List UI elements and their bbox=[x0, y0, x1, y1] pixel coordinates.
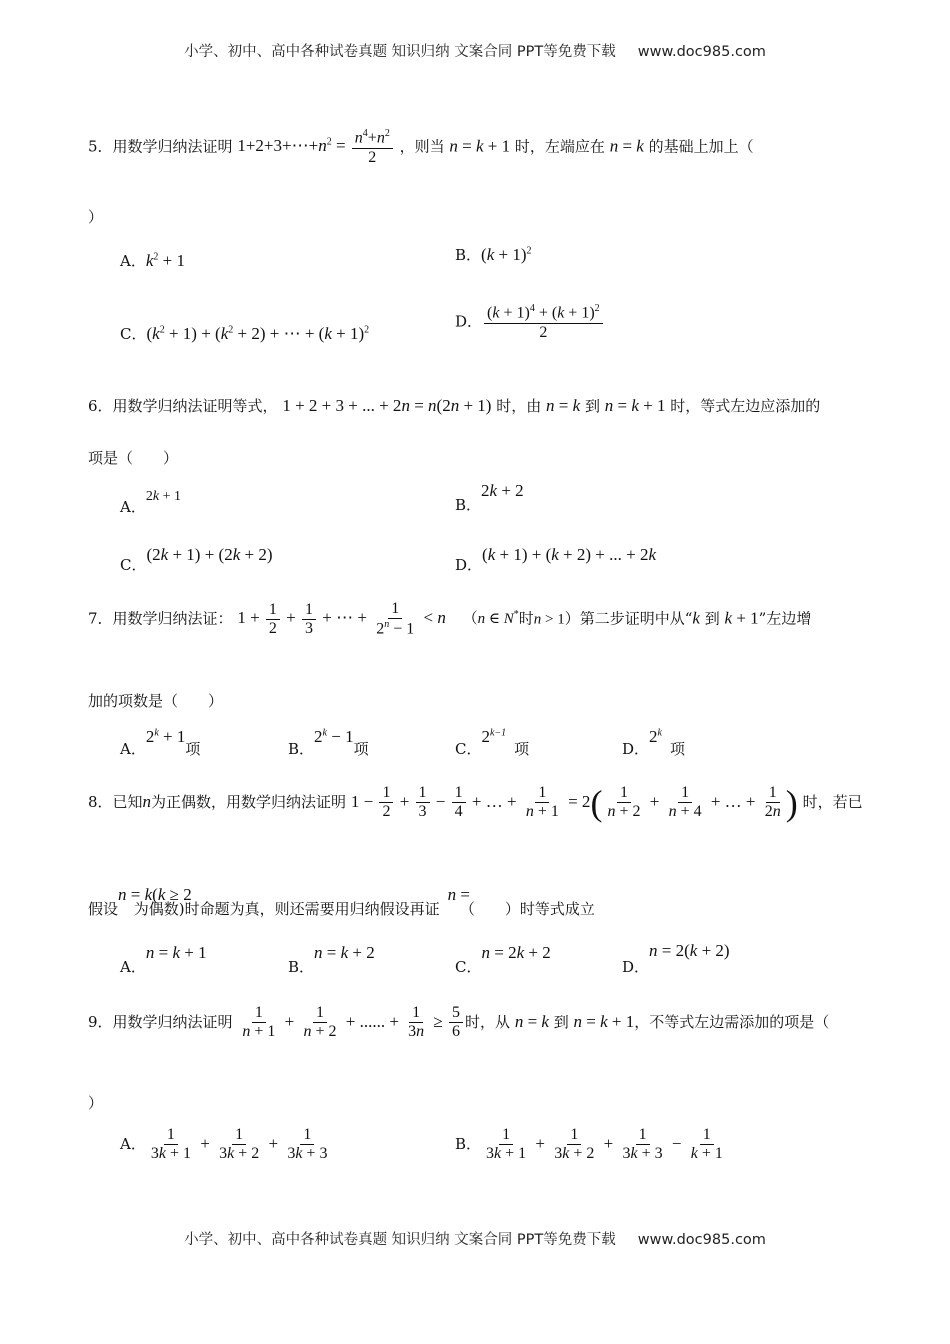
q6-option-d[interactable]: D．(k + 1) + (k + 2) + ... + 2k bbox=[455, 545, 657, 574]
q5-close: ） bbox=[88, 208, 104, 226]
q7-option-d[interactable]: D．2$^k$项 bbox=[622, 727, 685, 758]
question-6: 6．用数学归纳法证明等式， 1 + 2 + 3 + ... + 2n = n(2n + 1) 时，由 n = k 到 n = k + 1 时，等式左边应添加的 bbox=[88, 396, 821, 415]
q8-formula: 1 − $\frac{1}{2}$ + $\frac{1}{3}$ − $\frac{1}{4}$ + … + $\frac{1}{n + 1}$ = 2( $\frac{1}{n + 2}$ + $\frac{1}{n + 4}$ + … + $\frac{1}{2n}$ ) bbox=[350, 782, 798, 823]
q8-option-a[interactable]: A．n = k + 1 bbox=[120, 943, 207, 976]
q8-option-b[interactable]: B．n = k + 2 bbox=[288, 943, 375, 976]
question-8: 8．已知n为正偶数，用数学归纳法证明 1 − $\frac{1}{2}$ + $\frac{1}{3}$ − $\frac{1}{4}$ + … + $\frac{1}{n + 1}$ = 2( $\frac{1}{n + 2}$ + $\frac{1}{n + 4}$ + … + $\frac{1}{2n}$ ) 时，若已 bbox=[88, 782, 863, 823]
q8-option-d[interactable]: D．n = 2(k + 2) bbox=[622, 941, 730, 976]
q5-lead: 5．用数学归纳法证明 bbox=[88, 137, 233, 156]
q6-formula: 1 + 2 + 3 + ... + 2n = n(2n + 1) bbox=[282, 396, 492, 415]
question-7: 7．用数学归纳法证： 1 + $\frac{1}{2}$ + $\frac{1}{3}$ + ⋯ + $\frac{1}{2^n - 1}$ < n （n ∈ N*时n > 1）第二步证明中从“k 到 k + 1”左边增 bbox=[88, 600, 812, 638]
q6-line2: 项是（ ） bbox=[88, 449, 179, 467]
q9-close: ） bbox=[88, 1094, 104, 1112]
header-text: 小学、初中、高中各种试卷真题 知识归纳 文案合同 PPT等免费下载 bbox=[184, 44, 616, 60]
q5-option-b[interactable]: B．$(k + 1)^2$ bbox=[455, 245, 532, 264]
q5-formula: $1+2+3+\cdots+n^2$ = $\frac{n^4+n^2}{2}$ bbox=[237, 136, 394, 155]
q5-option-a[interactable]: A．$k^2 + 1$ bbox=[120, 251, 185, 270]
q9-formula: $\frac{1}{n + 1}$ + $\frac{1}{n + 2}$ + ...... + $\frac{1}{3n}$ ≥ $\frac{5}{6}$ bbox=[237, 1012, 465, 1031]
q7-option-b[interactable]: B．$2^k - 1$项 bbox=[288, 727, 369, 758]
q9-option-b[interactable]: B． $\frac{1}{3k + 1}$ + $\frac{1}{3k + 2}$ + $\frac{1}{3k + 3}$ − $\frac{1}{k + 1}$ bbox=[455, 1126, 723, 1163]
q7-option-a[interactable]: A．$2^k + 1$项 bbox=[120, 727, 201, 758]
q8-line2: 假设n = k(k ≥ 2为偶数)时命题为真，则还需要用归纳假设再证n =（ ）时等式成立 bbox=[88, 885, 595, 918]
footer-text: 小学、初中、高中各种试卷真题 知识归纳 文案合同 PPT等免费下载 bbox=[184, 1232, 616, 1248]
question-5: 5．用数学归纳法证明 $1+2+3+\cdots+n^2$ = $\frac{n^4+n^2}{2}$ ，则当 n = k + 1 时，左端应在 n = k 的基础上加上（ bbox=[88, 128, 754, 166]
q9-option-a[interactable]: A． $\frac{1}{3k + 1}$ + $\frac{1}{3k + 2}$ + $\frac{1}{3k + 3}$ bbox=[120, 1126, 328, 1163]
header-url[interactable]: www.doc985.com bbox=[637, 44, 766, 60]
q7-line2: 加的项数是（ ） bbox=[88, 692, 224, 710]
q5-tail: 的基础上加上（ bbox=[648, 137, 754, 156]
q5-mid: ，则当 bbox=[399, 137, 445, 156]
page-header bbox=[0, 40, 950, 61]
footer-url[interactable]: www.doc985.com bbox=[637, 1232, 766, 1248]
page-footer bbox=[0, 1228, 950, 1249]
q5-mid2: 时，左端应在 bbox=[514, 137, 605, 156]
q7-formula: 1 + $\frac{1}{2}$ + $\frac{1}{3}$ + ⋯ + $\frac{1}{2^n - 1}$ < n bbox=[237, 600, 446, 638]
q6-option-c[interactable]: C．(2k + 1) + (2k + 2) bbox=[120, 545, 273, 574]
question-9: 9．用数学归纳法证明 $\frac{1}{n + 1}$ + $\frac{1}{n + 2}$ + ...... + $\frac{1}{3n}$ ≥ $\frac{5}{6}$ 时，从 n = k 到 n = k + 1，不等式左边需添加的项是（ bbox=[88, 1004, 830, 1041]
q5-option-d[interactable]: D． $\frac{(k + 1)^4 + (k + 1)^2}{2}$ bbox=[455, 303, 605, 342]
q6-option-a[interactable]: A．2k + 1 bbox=[120, 489, 181, 516]
q6-option-b[interactable]: B．2k + 2 bbox=[455, 481, 524, 514]
q7-option-c[interactable]: C．$2^{k-1}$项 bbox=[455, 727, 530, 758]
q8-option-c[interactable]: C．n = 2k + 2 bbox=[455, 943, 551, 976]
q5-option-c[interactable]: C．$(k^2 + 1) + (k^2 + 2)$ + ⋯ + $(k + 1)^2$ bbox=[120, 324, 370, 343]
